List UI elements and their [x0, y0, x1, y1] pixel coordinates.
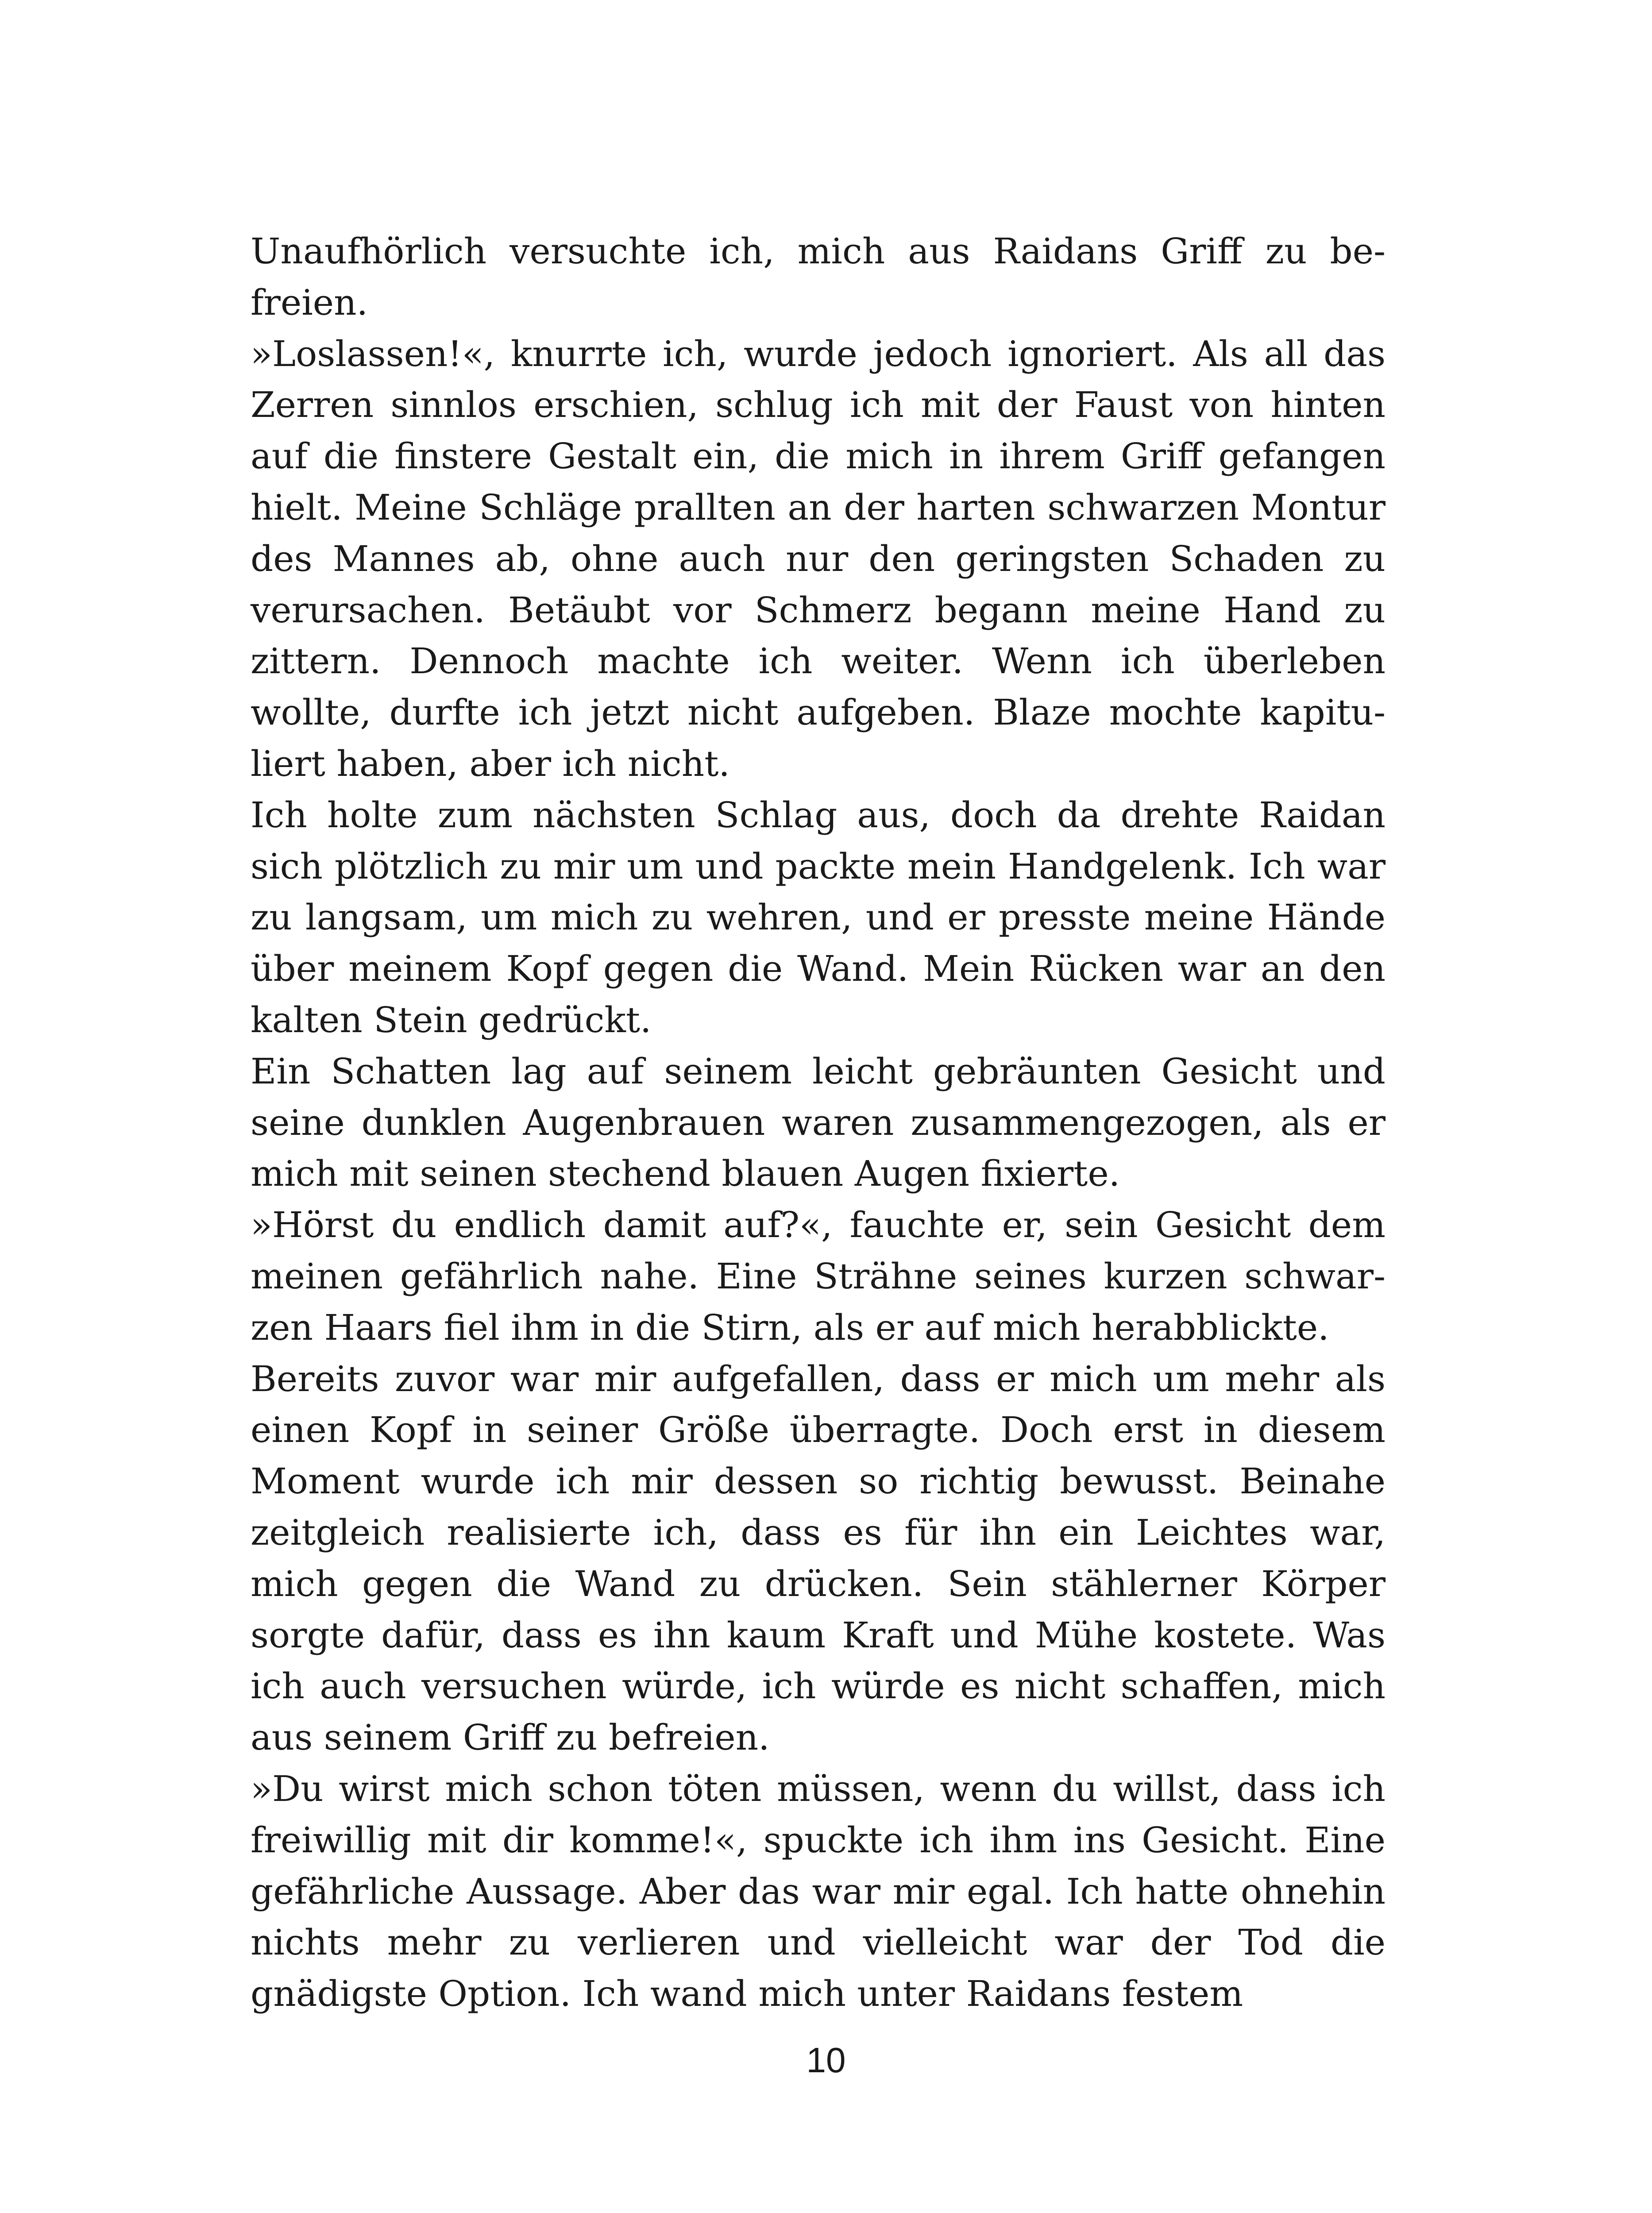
paragraph-3: Ich holte zum nächsten Schlag aus, doch da drehte Raidan sich plötzlich zu mir um und packte mein Handgelenk. Ich war zu langsam, um mich zu wehren, und er presste meine Hände über meinem Kopf gegen die Wand. Mein Rücken war an den kalten Stein gedrückt. — [251, 794, 1386, 1041]
paragraph-6: Bereits zuvor war mir aufgefallen, dass er mich um mehr als einen Kopf in seiner Größe überragte. Doch erst in diesem Moment wurde ich mir dessen so richtig bewusst. Beinahe zeitgleich realisierte ich, dass es für ihn ein Leichtes war, mich gegen die Wand zu drücken. Sein stählerner Körper sorgte dafür, dass es ihn kaum Kraft und Mühe kostete. Was ich auch versuchen würde, ich würde es nicht schaffen, mich aus seinem Griff zu befreien. — [251, 1358, 1386, 1758]
paragraph-5: »Hörst du endlich damit auf?«, fauchte er, sein Gesicht dem meinen gefährlich nahe. Eine Strähne seines kurzen schwarzen Haars fiel ihm in die Stirn, als er auf mich herabblickte. — [251, 1204, 1386, 1348]
page-number: 10 — [806, 2040, 846, 2080]
body-text — [251, 226, 1386, 2020]
paragraph-4: Ein Schatten lag auf seinem leicht gebräunten Gesicht und seine dunklen Augenbrauen waren zusammengezogen, als er mich mit seinen stechend blauen Augen fixierte. — [251, 1050, 1386, 1195]
paragraph-7: »Du wirst mich schon töten müssen, wenn du willst, dass ich freiwillig mit dir komme!«, spuckte ich ihm ins Gesicht. Eine gefährliche Aussage. Aber das war mir egal. Ich hatte ohnehin nichts mehr zu verlieren und vielleicht war der Tod die gnädigste Option. Ich wand mich unter Raidans festem — [251, 1768, 1386, 2015]
paragraph-1: Unaufhörlich versuchte ich, mich aus Raidans Griff zu befreien. — [251, 231, 1386, 323]
paragraph-2: »Loslassen!«, knurrte ich, wurde jedoch ignoriert. Als all das Zerren sinnlos erschien, schlug ich mit der Faust von hinten auf die finstere Gestalt ein, die mich in ihrem Griff gefangen hielt. Meine Schläge prallten an der harten schwarzen Montur des Mannes ab, ohne auch nur den geringsten Schaden zu verursachen. Betäubt vor Schmerz begann meine Hand zu zittern. Dennoch machte ich weiter. Wenn ich überleben wollte, durfte ich jetzt nicht aufgeben. Blaze mochte kapituliert haben, aber ich nicht. — [251, 333, 1386, 784]
